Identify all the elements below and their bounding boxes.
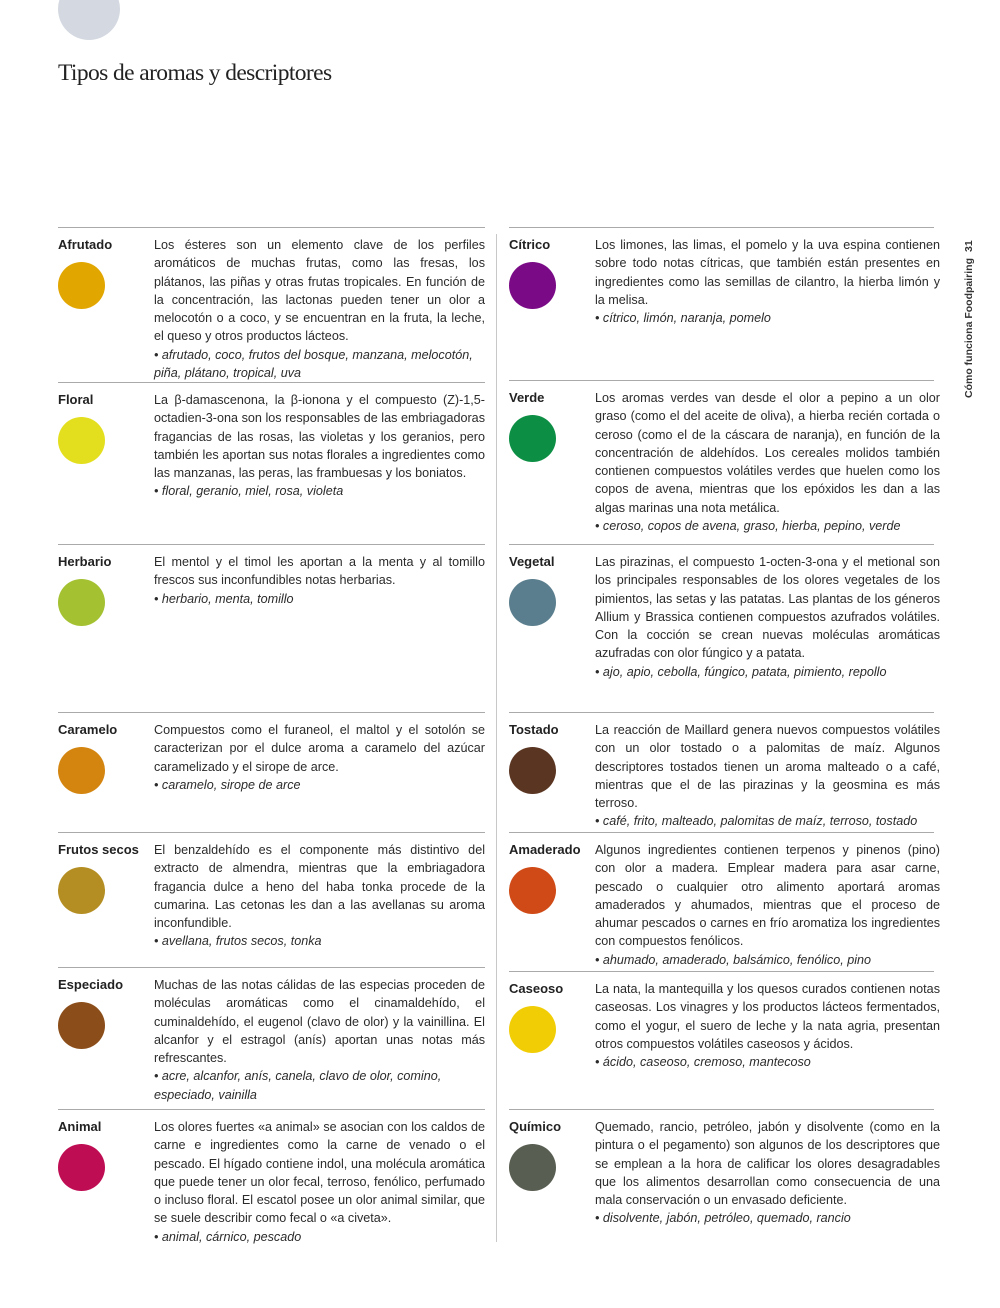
descriptor-list: • ajo, apio, cebolla, fúngico, patata, pimiento, repollo bbox=[595, 664, 887, 679]
color-swatch bbox=[509, 867, 556, 914]
description-text: Algunos ingredientes contienen terpenos y pinenos (pino) con olor a madera. Emplear madera para asar carne, pescado o cualquier otro alimento aportará aromas amaderados y ahumados, mientras que el proceso de ahumar pescados o carnes en frío aromatiza los ingredientes con compuestos fenólicos. bbox=[595, 843, 940, 949]
aroma-label: Afrutado bbox=[58, 237, 113, 252]
description-text: Compuestos como el furaneol, el maltol y el sotolón se caracterizan por el dulce aroma a caramelo del azúcar caramelizado y el sirope de arce. bbox=[154, 723, 485, 774]
color-swatch bbox=[509, 1144, 556, 1191]
descriptor-list: • caramelo, sirope de arce bbox=[154, 777, 301, 792]
descriptor-list: • avellana, frutos secos, tonka bbox=[154, 934, 322, 949]
color-swatch bbox=[509, 747, 556, 794]
description-text: Los limones, las limas, el pomelo y la uva espina contienen sobre todo notas cítricas, que también están presentes en ingredientes como las semillas de cilantro, la hierba limón y la melisa. bbox=[595, 238, 940, 307]
description-text: Las pirazinas, el compuesto 1-octen-3-ona y el metional son los principales responsables de los olores vegetales de los pimientos, las setas y las patatas. Las plantas de los géneros Allium y Brassica contienen compuestos azufrados volátiles. Con la cocción se crean nuevas moléculas aromáticas azufradas con olor fúngico y a patata. bbox=[595, 555, 940, 661]
color-swatch bbox=[58, 579, 105, 626]
aroma-description bbox=[595, 389, 940, 535]
aroma-label: Tostado bbox=[509, 722, 559, 737]
aroma-description bbox=[595, 721, 940, 831]
description-text: Los aromas verdes van desde el olor a pepino a un olor graso (como el del aceite de oliva), a hierba recién cortada o ceroso (como el de la cáscara de naranja), en función de la concentración de aldehídos. Los cereales molidos también contienen compuestos volátiles verdes que huelen como los copos de avena, mientras que los epóxidos les dan a las algas marinas una nota metálica. bbox=[595, 391, 940, 515]
aroma-entry-quimico bbox=[509, 1109, 940, 1260]
description-text: La reacción de Maillard genera nuevos compuestos volátiles con un olor tostado o a palomitas de maíz. Algunos descriptores tostados tienen un aroma malteado o a café, mientras que el de las pirazinas y la geosmina es más terroso. bbox=[595, 723, 940, 811]
aroma-entry-amaderado bbox=[509, 832, 940, 972]
page-number: 31 bbox=[963, 240, 975, 252]
decorative-circle bbox=[58, 0, 120, 40]
color-swatch bbox=[58, 417, 105, 464]
color-swatch bbox=[58, 1144, 105, 1191]
aroma-entry-floral bbox=[58, 382, 485, 545]
descriptor-list: • disolvente, jabón, petróleo, quemado, rancio bbox=[595, 1211, 851, 1226]
descriptor-list: • ahumado, amaderado, balsámico, fenólico, pino bbox=[595, 952, 872, 967]
aroma-label: Animal bbox=[58, 1119, 102, 1134]
descriptor-list: • ácido, caseoso, cremoso, mantecoso bbox=[595, 1055, 811, 1070]
color-swatch bbox=[58, 747, 105, 794]
description-text: La nata, la mantequilla y los quesos curados contienen notas caseosas. Los vinagres y los productos lácteos fermentados, como el yogur, el suero de leche y la nata agria, presentan otros compuestos volátiles caseosos y ácidos. bbox=[595, 982, 940, 1051]
aroma-label: Vegetal bbox=[509, 554, 555, 569]
description-text: Los olores fuertes «a animal» se asocian con los caldos de carne e ingredientes como la carne de venado o el pescado. El hígado contiene indol, una molécula aromática que puede tener un olor fecal, terroso, fenólico, perfumado o incluso floral. El escatol posee un olor animal similar, que se suele describir como fecal o «a civeta». bbox=[154, 1120, 485, 1226]
aroma-description bbox=[154, 976, 485, 1104]
running-header-text: Cómo funciona Foodpairing bbox=[963, 258, 975, 398]
aroma-label: Frutos secos bbox=[58, 842, 139, 857]
color-swatch bbox=[509, 579, 556, 626]
description-text: La β-damascenona, la β-ionona y el compuesto (Z)-1,5-octadien-3-ona son los responsables de las embriagadoras fragancias de las rosas, las violetas y los geranios, pero también les aportan sus notas florales a ingredientes como las manzanas, las peras, las frambuesas y los boniatos. bbox=[154, 393, 485, 481]
aroma-description bbox=[154, 236, 485, 382]
aroma-label: Caramelo bbox=[58, 722, 118, 737]
aroma-entry-frutos-secos bbox=[58, 832, 485, 968]
page-title: Tipos de aromas y descriptores bbox=[58, 60, 332, 86]
descriptor-list: • cítrico, limón, naranja, pomelo bbox=[595, 311, 771, 326]
aroma-description bbox=[595, 841, 940, 969]
aroma-description bbox=[154, 391, 485, 501]
aroma-description bbox=[154, 841, 485, 951]
aroma-description bbox=[154, 721, 485, 794]
aroma-entry-caseoso bbox=[509, 971, 940, 1110]
column-divider bbox=[496, 234, 497, 1242]
color-swatch bbox=[509, 262, 556, 309]
running-header bbox=[963, 240, 975, 398]
aroma-entry-herbario bbox=[58, 544, 485, 713]
aroma-entry-caramelo bbox=[58, 712, 485, 833]
description-text: Quemado, rancio, petróleo, jabón y disolvente (como en la pintura o el pegamento) son algunos de los descriptores que se emplean a la hora de calificar los olores desagradables que los alimentos desarrollan como consecuencia de una mala conservación o un envasado deficiente. bbox=[595, 1120, 940, 1208]
aroma-label: Caseoso bbox=[509, 981, 564, 996]
aroma-entry-verde bbox=[509, 380, 940, 545]
aroma-entry-tostado bbox=[509, 712, 940, 833]
aroma-description bbox=[154, 553, 485, 608]
descriptor-list: • afrutado, coco, frutos del bosque, manzana, melocotón, piña, plátano, tropical, uva bbox=[154, 347, 473, 381]
aroma-label: Amaderado bbox=[509, 842, 581, 857]
descriptor-list: • herbario, menta, tomillo bbox=[154, 591, 294, 606]
aroma-label: Especiado bbox=[58, 977, 124, 992]
aroma-entry-vegetal bbox=[509, 544, 940, 713]
color-swatch bbox=[509, 1006, 556, 1053]
descriptor-list: • animal, cárnico, pescado bbox=[154, 1229, 302, 1244]
aroma-entry-citrico bbox=[509, 227, 940, 381]
aroma-entry-especiado bbox=[58, 967, 485, 1110]
aroma-description bbox=[154, 1118, 485, 1246]
descriptor-list: • floral, geranio, miel, rosa, violeta bbox=[154, 484, 344, 499]
description-text: Muchas de las notas cálidas de las especias proceden de moléculas aromáticas como el cinamaldehído, el cuminaldehído, el eugenol (clavo de olor) y la vainillina. El alcanfor y el estragol (anís) aportan unas notas más refrescantes. bbox=[154, 978, 485, 1066]
color-swatch bbox=[58, 1002, 105, 1049]
color-swatch bbox=[58, 262, 105, 309]
aroma-description bbox=[595, 553, 940, 681]
descriptor-list: • ceroso, copos de avena, graso, hierba, pepino, verde bbox=[595, 519, 901, 534]
aroma-description bbox=[595, 1118, 940, 1228]
description-text: Los ésteres son un elemento clave de los perfiles aromáticos de muchas frutas, como las fresas, los plátanos, las piñas y otras frutas tropicales. En función de la concentración, las lactonas pueden tener un olor a melocotón o a coco, y se encuentran en la fruta, la leche, el queso y otros productos lácteos. bbox=[154, 238, 485, 344]
aroma-label: Verde bbox=[509, 390, 545, 405]
description-text: El benzaldehído es el componente más distintivo del extracto de almendra, mientras que la embriagadora fragancia dulce a heno del haba tonka procede de la cumarina. Las cetonas les dan a las avellanas su aroma inconfundible. bbox=[154, 843, 485, 931]
aroma-label: Cítrico bbox=[509, 237, 551, 252]
description-text: El mentol y el timol les aportan a la menta y al tomillo frescos sus inconfundibles notas herbarias. bbox=[154, 555, 485, 588]
aroma-entry-animal bbox=[58, 1109, 485, 1260]
color-swatch bbox=[509, 415, 556, 462]
color-swatch bbox=[58, 867, 105, 914]
aroma-description bbox=[595, 980, 940, 1071]
descriptor-list: • acre, alcanfor, anís, canela, clavo de olor, comino, especiado, vainilla bbox=[154, 1069, 442, 1102]
aroma-label: Herbario bbox=[58, 554, 112, 569]
aroma-label: Químico bbox=[509, 1119, 562, 1134]
aroma-entry-afrutado bbox=[58, 227, 485, 383]
aroma-label: Floral bbox=[58, 392, 94, 407]
aroma-description bbox=[595, 236, 940, 327]
descriptor-list: • café, frito, malteado, palomitas de maíz, terroso, tostado bbox=[595, 814, 918, 829]
